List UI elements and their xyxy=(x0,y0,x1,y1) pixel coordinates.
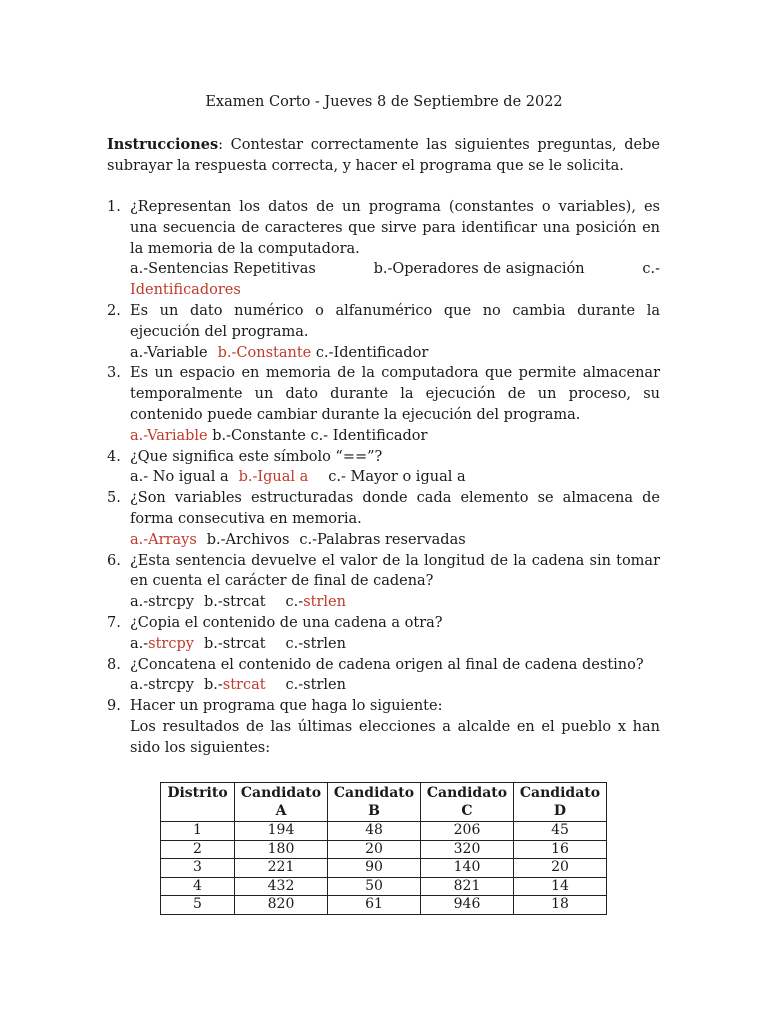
question-4 xyxy=(107,447,660,489)
option-a-answer: a.-Variable xyxy=(130,427,208,444)
election-results-table xyxy=(160,782,607,915)
table-cell: 90 xyxy=(328,859,421,878)
table-row xyxy=(161,896,607,915)
instructions xyxy=(107,134,660,177)
option-c: c.-strlen xyxy=(285,677,346,694)
question-3 xyxy=(107,363,660,446)
header-distrito: Distrito xyxy=(161,783,235,822)
question-options xyxy=(130,259,660,280)
header-candidato-c: Candidato C xyxy=(421,783,514,822)
table-cell: 821 xyxy=(421,877,514,896)
question-number: 5. xyxy=(107,490,121,507)
question-number: 7. xyxy=(107,614,121,631)
table-header-row xyxy=(161,783,607,822)
table-cell: 16 xyxy=(514,840,607,859)
header-candidato-d: Candidato D xyxy=(514,783,607,822)
option-c-prefix: c.- xyxy=(642,261,660,278)
table-cell: 140 xyxy=(421,859,514,878)
option-b: b.-Operadores de asignación xyxy=(373,261,585,278)
option-c-prefix: c.- xyxy=(285,594,304,611)
table-cell: 3 xyxy=(161,859,235,878)
instructions-text: : Contestar correctamente las siguientes preguntas, debe subrayar la respuesta correcta, y hacer el programa que se le solicita. xyxy=(107,137,660,174)
table-cell: 1 xyxy=(161,822,235,841)
option-c: c.-Identificador xyxy=(315,344,429,361)
option-c: c.- Identificador xyxy=(310,427,428,444)
question-9 xyxy=(107,696,660,758)
question-text: Hacer un programa que haga lo siguiente: xyxy=(130,698,443,715)
table-cell: 61 xyxy=(328,896,421,915)
table-cell: 48 xyxy=(328,822,421,841)
question-text: Es un espacio en memoria de la computadora que permite almacenar temporalmente un dato durante la ejecución de un proceso, su contenido puede cambiar durante la ejecución del programa. xyxy=(130,365,660,423)
question-options xyxy=(130,592,660,613)
option-a: a.-strcpy xyxy=(130,677,194,694)
option-c: c.-strlen xyxy=(285,635,346,652)
option-b: b.-strcat xyxy=(203,635,266,652)
instructions-label: Instrucciones xyxy=(107,136,219,153)
table-cell: 45 xyxy=(514,822,607,841)
option-c: c.- Mayor o igual a xyxy=(328,469,466,486)
table-cell: 946 xyxy=(421,896,514,915)
header-candidato-b: Candidato B xyxy=(328,783,421,822)
table-cell: 320 xyxy=(421,840,514,859)
question-text: ¿Que significa este símbolo “==”? xyxy=(130,448,383,465)
question-options xyxy=(130,467,660,488)
header-candidato-a: Candidato A xyxy=(235,783,328,822)
question-subtext: Los resultados de las últimas elecciones a alcalde en el pueblo x han sido los siguientes: xyxy=(130,718,660,756)
table-row xyxy=(161,877,607,896)
question-1 xyxy=(107,197,660,301)
table-cell: 4 xyxy=(161,877,235,896)
option-a: a.-strcpy xyxy=(130,594,194,611)
option-b: b.-Archivos xyxy=(206,531,290,548)
option-a: a.-Sentencias Repetitivas xyxy=(130,261,316,278)
question-options xyxy=(130,343,660,364)
question-number: 9. xyxy=(107,698,121,715)
question-8 xyxy=(107,655,660,697)
option-b: b.-Constante xyxy=(212,427,306,444)
question-number: 1. xyxy=(107,199,121,215)
table-cell: 194 xyxy=(235,822,328,841)
option-b-answer: b.-Igual a xyxy=(238,469,309,486)
question-5 xyxy=(107,488,660,550)
question-number: 3. xyxy=(107,365,121,382)
question-7 xyxy=(107,613,660,655)
table-cell: 14 xyxy=(514,877,607,896)
option-b: b.-strcat xyxy=(203,594,266,611)
table-cell: 50 xyxy=(328,877,421,896)
table-cell: 221 xyxy=(235,859,328,878)
option-a: a.- No igual a xyxy=(130,469,229,486)
table-cell: 20 xyxy=(328,840,421,859)
question-text: ¿Esta sentencia devuelve el valor de la longitud de la cadena sin tomar en cuenta el carácter de final de cadena? xyxy=(130,552,660,590)
question-number: 8. xyxy=(107,656,121,673)
table-row xyxy=(161,840,607,859)
question-text: ¿Concatena el contenido de cadena origen al final de cadena destino? xyxy=(130,656,644,673)
table-cell: 20 xyxy=(514,859,607,878)
question-number: 6. xyxy=(107,552,121,569)
option-a-answer: strcpy xyxy=(148,635,194,652)
table-row xyxy=(161,859,607,878)
question-text: ¿Copia el contenido de una cadena a otra? xyxy=(130,614,443,631)
table-cell: 180 xyxy=(235,840,328,859)
option-b-answer: b.-Constante xyxy=(217,344,312,361)
question-options xyxy=(130,530,660,551)
option-c-answer: Identificadores xyxy=(130,282,241,299)
question-text: Es un dato numérico o alfanumérico que no cambia durante la ejecución del programa. xyxy=(130,302,660,340)
option-c: c.-Palabras reservadas xyxy=(299,531,466,548)
option-a-prefix: a.- xyxy=(130,635,149,652)
table-cell: 206 xyxy=(421,822,514,841)
question-options xyxy=(130,675,660,696)
option-b-answer: strcat xyxy=(222,677,266,694)
question-6 xyxy=(107,551,660,613)
option-b-prefix: b.- xyxy=(203,677,223,694)
question-number: 2. xyxy=(107,302,121,319)
table-cell: 2 xyxy=(161,840,235,859)
option-a: a.-Variable xyxy=(130,344,208,361)
question-options xyxy=(130,426,660,447)
question-number: 4. xyxy=(107,448,121,465)
option-a-answer: a.-Arrays xyxy=(130,531,197,548)
table-cell: 432 xyxy=(235,877,328,896)
table-row xyxy=(161,822,607,841)
table-cell: 5 xyxy=(161,896,235,915)
question-text: ¿Son variables estructuradas donde cada elemento se almacena de forma consecutiva en memoria. xyxy=(130,490,660,527)
table-cell: 820 xyxy=(235,896,328,915)
question-list xyxy=(107,197,660,759)
page-title: Examen Corto - Jueves 8 de Septiembre de 2022 xyxy=(205,94,563,110)
question-text: ¿Representan los datos de un programa (constantes o variables), es una secuencia de caracteres que sirve para identificar una posición en la memoria de la computadora. xyxy=(130,199,660,257)
table-cell: 18 xyxy=(514,896,607,915)
question-2 xyxy=(107,301,660,363)
option-c-answer: strlen xyxy=(303,594,346,611)
question-options xyxy=(130,634,660,655)
